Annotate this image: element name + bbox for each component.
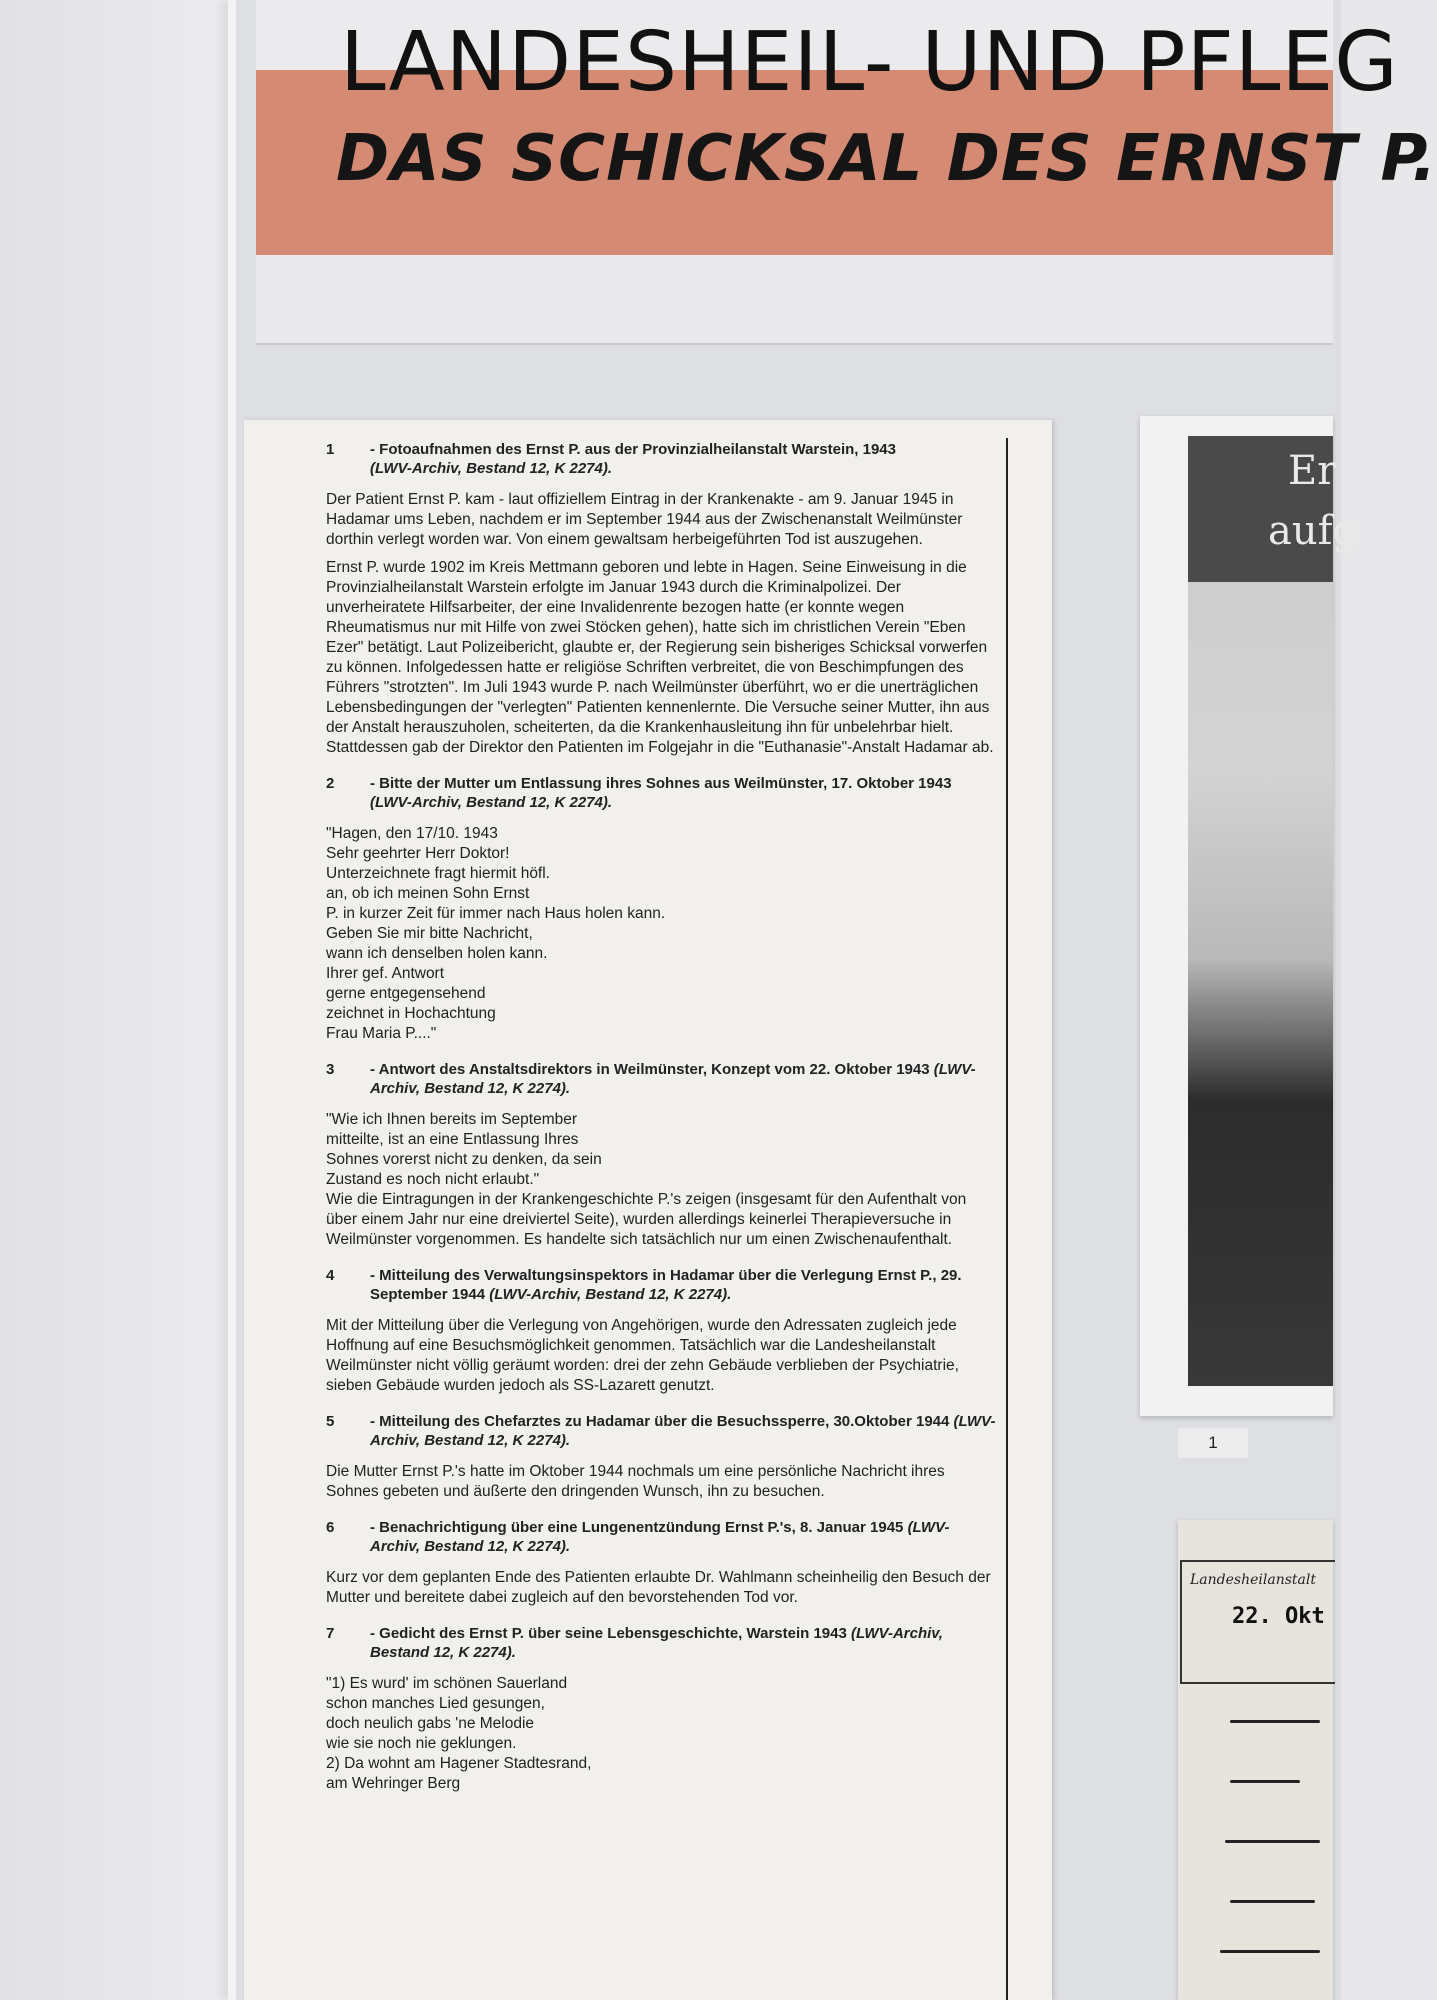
entry-heading	[326, 1060, 996, 1098]
handwriting-stroke	[1230, 1720, 1320, 1723]
entry-title: - Antwort des Anstaltsdirektors in Weilmünster, Konzept vom 22. Oktober 1943 (LWV-Archiv, Bestand 12, K 2274).	[370, 1061, 976, 1097]
entry-paragraph: Die Mutter Ernst P.'s hatte im Oktober 1944 nochmals um eine persönliche Nachricht ihres Sohnes gebeten und äußerte den dringenden Wunsch, ihn zu besuchen.	[326, 1463, 945, 1500]
entry-title: - Benachrichtigung über eine Lungenentzündung Ernst P.'s, 8. Januar 1945 (LWV-Archiv, Bestand 12, K 2274).	[370, 1519, 950, 1555]
entry-heading	[326, 440, 996, 478]
photo-label-line: aufg	[1268, 508, 1359, 554]
entry-7	[326, 1624, 996, 1794]
entry-heading	[326, 1624, 996, 1662]
entry-heading	[326, 1412, 996, 1450]
entry-number: 5	[326, 1413, 335, 1430]
photo-label	[1188, 436, 1359, 582]
entry-source: (LWV-Archiv, Bestand 12, K 2274).	[489, 1286, 732, 1303]
letter-quote: "Wie ich Ihnen bereits im September mitteilte, ist an eine Entlassung Ihres Sohnes vorerst nicht zu denken, da sein Zustand es noch nicht erlaubt."	[326, 1111, 602, 1188]
entry-source: (LWV-Archiv, Bestand 12, K 2274).	[370, 1625, 943, 1661]
text-column	[326, 440, 996, 1810]
panel-divider	[1006, 438, 1008, 2000]
entry-2	[326, 774, 996, 1044]
entry-title: - Mitteilung des Chefarztes zu Hadamar über die Besuchssperre, 30.Oktober 1944 (LWV-Archiv, Bestand 12, K 2274).	[370, 1413, 996, 1449]
entry-source: (LWV-Archiv, Bestand 12, K 2274).	[370, 794, 613, 811]
entry-3	[326, 1060, 996, 1250]
entry-source: (LWV-Archiv, Bestand 12, K 2274).	[370, 1519, 950, 1555]
entry-6	[326, 1518, 996, 1608]
entry-heading	[326, 774, 996, 812]
handwriting-stroke	[1230, 1780, 1300, 1783]
entry-paragraph: Wie die Eintragungen in der Krankengeschichte P.'s zeigen (insgesamt für den Aufenthalt von über einem Jahr nur eine dreiviertel Seite), wurden allerdings keinerlei Therapieversuche in Weilmünster vorgenommen. Es handelte sich tatsächlich nur um einen Zwischenaufenthalt.	[326, 1191, 967, 1248]
entry-number: 7	[326, 1625, 335, 1642]
entry-heading	[326, 1266, 996, 1304]
entry-4	[326, 1266, 996, 1396]
document-date: 22. Okt	[1232, 1604, 1325, 1629]
entry-5	[326, 1412, 996, 1502]
entry-paragraph: Mit der Mitteilung über die Verlegung von Angehörigen, wurde den Adressaten zugleich jede Hoffnung auf eine Besuchsmöglichkeit genommen. Tatsächlich war die Landesheilanstalt Weilmünster nicht völlig geräumt worden: drei der zehn Gebäude verblieben der Psychiatrie, sieben Gebäude wurden jedoch als SS-Lazarett genutzt.	[326, 1317, 959, 1394]
header-under-strip	[256, 255, 1333, 345]
entry-title: - Gedicht des Ernst P. über seine Lebensgeschichte, Warstein 1943 (LWV-Archiv, Bestand 12, K 2274).	[370, 1625, 943, 1661]
handwriting-stroke	[1230, 1900, 1315, 1903]
entry-paragraph: Kurz vor dem geplanten Ende des Patienten erlaubte Dr. Wahlmann scheinheilig den Besuch der Mutter und bereitete dabei zugleich auf den bevorstehenden Tod vor.	[326, 1569, 991, 1606]
entry-title: - Mitteilung des Verwaltungsinspektors in Hadamar über die Verlegung Ernst P., 29. September 1944 (LWV-Archiv, Bestand 12, K 2274).	[370, 1267, 962, 1303]
entry-title: - Fotoaufnahmen des Ernst P. aus der Provinzialheilanstalt Warstein, 1943 (LWV-Archiv, Bestand 12, K 2274).	[370, 441, 896, 477]
handwriting-stroke	[1220, 1950, 1320, 1953]
entry-heading	[326, 1518, 996, 1556]
photo-caption: 1	[1178, 1428, 1248, 1458]
entry-number: 3	[326, 1061, 335, 1078]
handwriting-stroke	[1225, 1840, 1320, 1843]
letter-quote: "Hagen, den 17/10. 1943 Sehr geehrter Herr Doktor! Unterzeichnete fragt hiermit höfl. an, ob ich meinen Sohn Ernst P. in kurzer Zeit für immer nach Haus holen kann. Geben Sie mir bitte Nachricht, wann ich denselben holen kann. Ihrer gef. Antwort gerne entgegensehend zeichnet in Hochachtung Frau Maria P...."	[326, 825, 666, 1042]
entry-number: 2	[326, 775, 335, 792]
entry-title: - Bitte der Mutter um Entlassung ihres Sohnes aus Weilmünster, 17. Oktober 1943 (LWV-Archiv, Bestand 12, K 2274).	[370, 775, 952, 811]
entry-1	[326, 440, 996, 758]
entry-source: (LWV-Archiv, Bestand 12, K 2274).	[370, 1413, 996, 1449]
entry-paragraph: Der Patient Ernst P. kam - laut offiziellem Eintrag in der Krankenakte - am 9. Januar 1945 in Hadamar ums Leben, nachdem er im September 1944 aus der Zwischenanstalt Weilmünster dorthin verlegt worden war. Von einem gewaltsam herbeigeführten Tod ist auszugehen.	[326, 491, 963, 548]
entry-number: 4	[326, 1267, 335, 1284]
entry-source: (LWV-Archiv, Bestand 12, K 2274).	[370, 460, 613, 477]
entry-source: (LWV-Archiv, Bestand 12, K 2274).	[370, 1061, 976, 1097]
poem-quote: "1) Es wurd' im schönen Sauerland schon manches Lied gesungen, doch neulich gabs 'ne Melodie wie sie noch nie geklungen. 2) Da wohnt am Hagener Stadtesrand, am Wehringer Berg	[326, 1675, 592, 1792]
entry-number: 1	[326, 441, 335, 458]
document-header: Landesheilanstalt	[1190, 1572, 1316, 1588]
entry-paragraph: Ernst P. wurde 1902 im Kreis Mettmann geboren und lebte in Hagen. Seine Einweisung in die Provinzialheilanstalt Warstein erfolgte im Januar 1943 durch die Kriminalpolizei. Der unverheiratete Hilfsarbeiter, der eine Invalidenrente bezogen hatte (er konnte wegen Rheumatismus nur mit Hilfe von zwei Stöcken gehen), hatte sich im christlichen Verein "Eben Ezer" betätigt. Laut Polizeibericht, glaubte er, der Regierung sein bisheriges Schicksal vorwerfen zu können. Infolgedessen hatte er religiöse Schriften verbreitet, die von Beschimpfungen des Führers "strotzten". Im Juli 1943 wurde P. nach Weilmünster überführt, wo er die unerträglichen Lebensbedingungen der "verlegten" Patienten kennenlernte. Die Versuche seiner Mutter, ihn aus der Anstalt herauszuholen, scheiterten, da die Krankenhausleitung ihn für unbelehrbar hielt. Stattdessen gab der Direktor den Patienten im Folgejahr in die "Euthanasie"-Anstalt Hadamar ab.	[326, 559, 994, 756]
board-title: LANDESHEIL- UND PFLEG	[340, 15, 1399, 110]
board-subtitle: DAS SCHICKSAL DES ERNST P.	[336, 122, 1437, 196]
entry-number: 6	[326, 1519, 335, 1536]
photo-label-line: Er	[1288, 448, 1337, 494]
